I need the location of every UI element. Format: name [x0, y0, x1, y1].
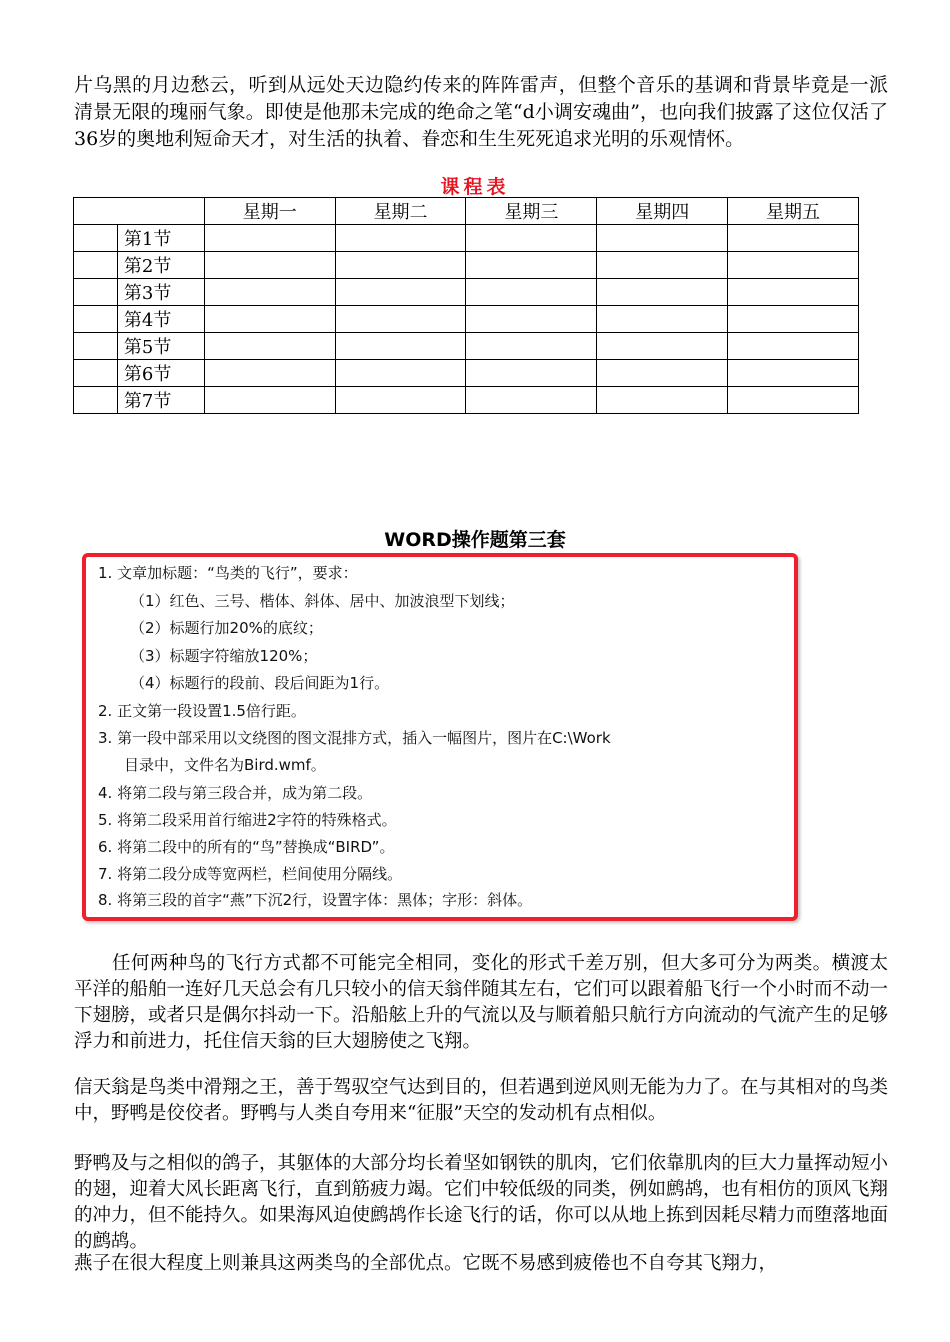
requirement-item: 6. 将第二段中的所有的“鸟”替换成“BIRD”。	[98, 838, 395, 856]
article-paragraph-4: 燕子在很大程度上则兼具这两类鸟的全部优点。它既不易感到疲倦也不自夸其飞翔力，	[74, 1253, 778, 1274]
schedule-cell	[728, 279, 859, 306]
schedule-cell	[466, 387, 597, 414]
schedule-cell	[466, 279, 597, 306]
schedule-cell	[728, 333, 859, 360]
schedule-cell	[728, 387, 859, 414]
section-heading: WORD操作题第三套	[384, 529, 566, 551]
schedule-blank-cell	[74, 387, 118, 414]
requirement-subitem: （3）标题字符缩放120%；	[130, 647, 318, 665]
requirement-subitem: （1）红色、三号、楷体、斜体、居中、加波浪型下划线；	[130, 592, 515, 610]
schedule-period-label: 第2节	[117, 252, 204, 279]
schedule-period-label: 第6节	[117, 360, 204, 387]
schedule-row	[74, 306, 859, 333]
schedule-cell	[597, 306, 728, 333]
requirement-item-continuation: 目录中，文件名为Bird.wmf。	[124, 756, 326, 774]
schedule-cell	[597, 387, 728, 414]
schedule-cell	[466, 225, 597, 252]
schedule-period-label: 第4节	[117, 306, 204, 333]
schedule-row	[74, 279, 859, 306]
schedule-blank-cell	[74, 279, 118, 306]
requirement-item: 2. 正文第一段设置1.5倍行距。	[98, 702, 306, 720]
schedule-title: 课程表	[440, 176, 510, 198]
schedule-cell	[597, 279, 728, 306]
schedule-period-label: 第3节	[117, 279, 204, 306]
schedule-cell	[728, 306, 859, 333]
requirement-item: 5. 将第二段采用首行缩进2字符的特殊格式。	[98, 811, 397, 829]
schedule-cell	[335, 252, 466, 279]
requirement-item: 7. 将第二段分成等宽两栏，栏间使用分隔线。	[98, 865, 403, 883]
requirements-box	[82, 553, 798, 921]
article-paragraph-3: 野鸭及与之相似的鸽子，其躯体的大部分均长着坚如钢铁的肌肉，它们依靠肌肉的巨大力量挥动短小的翅，迎着大风长距离飞行，直到筋疲力竭。它们中较低级的同类，例如鹧鸪，也有相仿的顶风飞翔的冲力，但不能持久。如果海风迫使鹧鸪作长途飞行的话，你可以从地上拣到因耗尽精力而堕落地面的鹧鸪。	[74, 1153, 889, 1252]
requirement-item: 8. 将第三段的首字“燕”下沉2行，设置字体：黑体；字形：斜体。	[98, 891, 533, 909]
intro-paragraph: 片乌黑的月边愁云，听到从远处天边隐约传来的阵阵雷声，但整个音乐的基调和背景毕竟是一派清景无限的瑰丽气象。即使是他那未完成的绝命之笔“d小调安魂曲”，也向我们披露了这位仅活了36岁的奥地利短命天才，对生活的执着、眷恋和生生死死追求光明的乐观情怀。	[74, 74, 888, 150]
article-paragraph-2: 信天翁是鸟类中滑翔之王，善于驾驭空气达到目的，但若遇到逆风则无能为力了。在与其相对的鸟类中，野鸭是佼佼者。野鸭与人类自夸用来“征服”天空的发动机有点相似。	[74, 1077, 889, 1124]
requirement-subitem: （4）标题行的段前、段后间距为1行。	[130, 674, 390, 692]
schedule-cell	[466, 306, 597, 333]
requirement-item: 1. 文章加标题：“鸟类的飞行”，要求：	[98, 564, 358, 582]
schedule-blank-cell	[74, 225, 118, 252]
schedule-cell	[335, 306, 466, 333]
schedule-cell	[335, 387, 466, 414]
schedule-cell	[335, 279, 466, 306]
requirement-item: 4. 将第二段与第三段合并，成为第二段。	[98, 784, 373, 802]
schedule-period-label: 第1节	[117, 225, 204, 252]
schedule-cell	[597, 360, 728, 387]
schedule-period-label: 第7节	[117, 387, 204, 414]
schedule-day-header: 星期四	[597, 198, 728, 225]
schedule-table	[73, 197, 859, 414]
schedule-cell	[335, 360, 466, 387]
schedule-day-header: 星期三	[466, 198, 597, 225]
schedule-cell	[204, 333, 335, 360]
schedule-row	[74, 252, 859, 279]
schedule-cell	[335, 225, 466, 252]
schedule-blank-cell	[74, 252, 118, 279]
requirement-item: 3. 第一段中部采用以文绕图的图文混排方式，插入一幅图片，图片在C:\Work	[98, 729, 611, 747]
schedule-period-label: 第5节	[117, 333, 204, 360]
schedule-cell	[204, 387, 335, 414]
schedule-cell	[204, 225, 335, 252]
schedule-cell	[335, 333, 466, 360]
schedule-cell	[597, 252, 728, 279]
schedule-corner-cell	[74, 198, 205, 225]
schedule-day-header: 星期一	[204, 198, 335, 225]
schedule-cell	[466, 360, 597, 387]
article-paragraph-1: 任何两种鸟的飞行方式都不可能完全相同，变化的形式千差万别，但大多可分为两类。横渡太平洋的船舶一连好几天总会有几只较小的信天翁伴随其左右，它们可以跟着船飞行一个小时而不动一下翅膀，或者只是偶尔抖动一下。沿船舷上升的气流以及与顺着船只航行方向流动的气流产生的足够浮力和前进力，托住信天翁的巨大翅膀使之飞翔。	[74, 953, 889, 1052]
schedule-cell	[466, 252, 597, 279]
schedule-row	[74, 360, 859, 387]
schedule-cell	[597, 225, 728, 252]
schedule-blank-cell	[74, 333, 118, 360]
schedule-day-header: 星期五	[728, 198, 859, 225]
schedule-cell	[204, 360, 335, 387]
schedule-cell	[728, 252, 859, 279]
schedule-day-header: 星期二	[335, 198, 466, 225]
schedule-cell	[728, 360, 859, 387]
schedule-cell	[204, 279, 335, 306]
schedule-blank-cell	[74, 306, 118, 333]
schedule-header-row	[74, 198, 859, 225]
schedule-blank-cell	[74, 360, 118, 387]
schedule-row	[74, 333, 859, 360]
schedule-cell	[728, 225, 859, 252]
schedule-cell	[466, 333, 597, 360]
schedule-row	[74, 225, 859, 252]
schedule-cell	[597, 333, 728, 360]
requirement-subitem: （2）标题行加20%的底纹；	[130, 619, 323, 637]
schedule-cell	[204, 306, 335, 333]
schedule-row	[74, 387, 859, 414]
schedule-cell	[204, 252, 335, 279]
